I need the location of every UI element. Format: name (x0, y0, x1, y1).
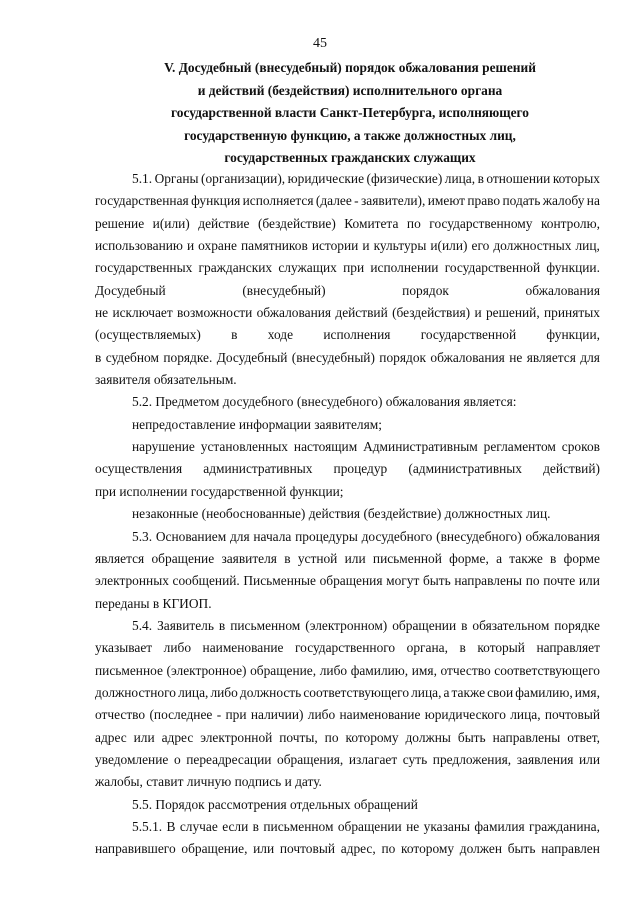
word: если (222, 818, 249, 834)
word: ответ, (567, 729, 600, 745)
text-line (95, 213, 600, 235)
word: действий) (543, 461, 600, 477)
word: не (406, 818, 420, 834)
word: обязательном (472, 617, 550, 633)
word: обжалования (256, 305, 332, 321)
word: письменном (230, 617, 301, 633)
word: принятых (544, 305, 600, 321)
word: форме (563, 550, 600, 566)
word: служащих (278, 260, 337, 276)
text-line: незаконные (необоснованные) действия (бездействие) должностных лиц. (132, 506, 551, 522)
word: жалобу (542, 193, 585, 209)
word: излагает (348, 751, 398, 767)
text-line (95, 458, 600, 480)
word: в (459, 640, 466, 656)
text-line: 5.2. Предметом досудебного (внесудебного) обжалования является: (132, 394, 517, 410)
word: письменном (263, 818, 334, 834)
word: культуры (373, 238, 427, 254)
document-body (95, 168, 600, 861)
word: государственной (444, 260, 541, 276)
word: заявителя (221, 550, 277, 566)
word: Комитета (344, 215, 399, 231)
word: (бездействия) (392, 305, 471, 321)
text-line (95, 324, 600, 346)
word: в (231, 327, 238, 343)
word: действие (198, 215, 250, 231)
word: отчество (440, 662, 491, 678)
word: наличии) (250, 707, 304, 723)
word: письменной (372, 550, 442, 566)
word: в (218, 617, 226, 633)
word: в (95, 349, 102, 365)
text-line (95, 816, 600, 838)
word: адрес (161, 729, 194, 745)
word: решение (95, 215, 145, 231)
word: быть (422, 573, 451, 589)
word: также (451, 684, 486, 700)
word: или (253, 841, 275, 857)
word: соответствующего (303, 684, 410, 700)
word: обжалования (430, 349, 505, 365)
text-line (95, 280, 600, 302)
word: охране (198, 238, 237, 254)
word: либо (319, 662, 348, 678)
word: ходе (267, 327, 294, 343)
heading-line: и действий (бездействия) исполнительного органа (197, 82, 503, 98)
word: - (216, 707, 222, 723)
word: свои (487, 684, 514, 700)
word: которых (552, 171, 600, 186)
word: порядке (554, 617, 600, 633)
word: и (362, 238, 370, 254)
word: гражданина, (529, 818, 600, 834)
word: заявления (516, 751, 574, 767)
word: или (133, 729, 155, 745)
word: должность (239, 684, 302, 700)
word: осуществления (95, 461, 183, 477)
word: действий (335, 305, 388, 321)
heading-line: государственных гражданских служащих (224, 150, 476, 166)
word: о (173, 751, 181, 767)
word: обжалования (525, 282, 600, 298)
word: предложения, (432, 751, 512, 767)
word: лица, (510, 707, 541, 723)
word: истории (311, 238, 359, 254)
word: является (526, 349, 576, 365)
word: функции. (546, 260, 600, 276)
word: (осуществляемых) (95, 327, 201, 343)
word: форме, (449, 550, 489, 566)
word: 5.4. (132, 617, 153, 633)
word: заявители), (361, 193, 426, 209)
word: которому (345, 729, 399, 745)
word: имя, (574, 684, 600, 700)
text-line: непредоставление информации заявителям; (132, 416, 382, 432)
word: (электронном) (305, 617, 388, 633)
word: Административным (363, 439, 478, 455)
word: по (406, 215, 421, 231)
word: в (461, 617, 468, 633)
page-number: 45 (313, 36, 327, 51)
word: Досудебный (216, 349, 288, 365)
word: административных (203, 461, 313, 477)
word: юридические (287, 171, 365, 186)
text-line (95, 615, 600, 637)
word: либо (307, 707, 336, 723)
text-line (95, 302, 600, 324)
word: государственная (95, 193, 189, 209)
word: либо (210, 684, 238, 700)
text-line (95, 838, 600, 860)
word: органа, (406, 640, 448, 656)
word: а (496, 550, 503, 566)
word: и (186, 238, 195, 254)
word: и (474, 305, 482, 321)
word: в (550, 550, 557, 566)
text-line: жалобы, ставит личную подпись и дату. (95, 774, 322, 790)
word: наименование (339, 707, 421, 723)
word: обращения, (277, 751, 344, 767)
word: процедур (333, 461, 388, 477)
word: фамилия (474, 818, 525, 834)
word: Основанием (155, 528, 227, 544)
word: обжалования (525, 528, 600, 544)
word: в (477, 171, 484, 186)
word: настоящим (293, 439, 358, 455)
word: не (509, 349, 523, 365)
word: подать (502, 193, 541, 209)
word: памятников (241, 238, 308, 254)
word: имя, (411, 662, 437, 678)
word: уведомление (95, 751, 169, 767)
word: случае (179, 818, 218, 834)
word: направлены (492, 729, 561, 745)
word: юридического (424, 707, 506, 723)
word: также (509, 550, 543, 566)
word: обращение (151, 550, 215, 566)
word: (физические) (366, 171, 443, 186)
word: (административных (408, 461, 522, 477)
word: (последнее (149, 707, 213, 723)
word: гражданских (198, 260, 273, 276)
word: исполнения (323, 327, 391, 343)
text-line (95, 749, 600, 771)
text-line: 5.5. Порядок рассмотрения отдельных обращений (132, 796, 418, 812)
word: имеют (427, 193, 465, 209)
word: установленных (200, 439, 289, 455)
word: указывает (95, 640, 153, 656)
word: 5.3. (132, 528, 153, 544)
word: или (578, 751, 600, 767)
word: исполняется (242, 193, 314, 209)
word: почты, (279, 729, 318, 745)
word: исключает (112, 305, 173, 321)
word: а (443, 684, 450, 700)
word: право (467, 193, 501, 209)
word: Заявитель (157, 617, 214, 633)
word: не (95, 305, 109, 321)
word: для (580, 349, 600, 365)
word: при (343, 260, 365, 276)
word: функция (191, 193, 241, 209)
word: порядок (402, 282, 449, 298)
word: по (324, 729, 339, 745)
word: почтовый (279, 841, 335, 857)
word: Письменные (243, 573, 316, 589)
word: обращения (319, 573, 383, 589)
section-heading (150, 57, 550, 170)
word: процедуры (295, 528, 358, 544)
word: его (471, 238, 490, 254)
word: и(или) (152, 215, 190, 231)
text-line (95, 704, 600, 726)
word: либо (163, 640, 192, 656)
word: (внесудебный) (291, 349, 375, 365)
text-line (95, 235, 600, 257)
word: обращение, (250, 662, 317, 678)
word: - (354, 193, 359, 209)
word: электронной (200, 729, 273, 745)
heading-line: государственную функцию, а также должностных лиц, (184, 127, 516, 143)
text-line (95, 190, 600, 212)
word: Органы (154, 171, 199, 186)
word: порядке. (163, 349, 213, 365)
word: суть (402, 751, 428, 767)
word: 5.5.1. (132, 818, 163, 834)
word: направляет (536, 640, 600, 656)
word: отношении (486, 171, 551, 186)
word: государственной (420, 327, 517, 343)
text-line (95, 436, 600, 458)
word: обращение, (181, 841, 248, 857)
word: или (578, 573, 600, 589)
text-line (95, 257, 600, 279)
word: (далее (315, 193, 352, 209)
word: отчество (95, 707, 146, 723)
word: фамилию, (515, 684, 573, 700)
word: письменное (95, 662, 163, 678)
word: направлен (541, 841, 600, 857)
word: по (525, 573, 540, 589)
word: Досудебный (95, 282, 166, 298)
word: должностных (493, 238, 572, 254)
word: направившего (95, 841, 176, 857)
word: (электронное) (166, 662, 247, 678)
word: В (166, 818, 176, 834)
word: почте (543, 573, 576, 589)
word: устной (297, 550, 338, 566)
word: начала (253, 528, 292, 544)
word: при (225, 707, 247, 723)
text-line (95, 727, 600, 749)
word: функции, (546, 327, 600, 343)
word: в (284, 550, 291, 566)
word: могут (386, 573, 420, 589)
word: (организации), (201, 171, 286, 186)
word: лица, (411, 684, 442, 700)
word: электронных (95, 573, 169, 589)
text-line (95, 548, 600, 570)
word: регламентом (483, 439, 556, 455)
word: контролю, (540, 215, 600, 231)
word: досудебного (361, 528, 433, 544)
word: фамилию, (350, 662, 409, 678)
word: должен (459, 841, 502, 857)
word: должностного (95, 684, 176, 700)
heading-line: государственной власти Санкт-Петербурга, исполняющего (171, 105, 529, 121)
word: является (95, 550, 145, 566)
word: быть (507, 841, 536, 857)
word: в (252, 818, 259, 834)
text-line (95, 526, 600, 548)
word: указаны (423, 818, 470, 834)
word: переадресации (186, 751, 272, 767)
text-line (95, 168, 600, 190)
word: наименование (202, 640, 284, 656)
word: и(или) (430, 238, 468, 254)
word: государственного (295, 640, 396, 656)
text-line: переданы в КГИОП. (95, 595, 212, 611)
heading-line: V. Досудебный (внесудебный) порядок обжалования решений (164, 60, 536, 75)
text-line: при исполнении государственной функции; (95, 483, 344, 499)
word: на (586, 193, 600, 209)
text-line (95, 570, 600, 592)
word: почтовый (544, 707, 600, 723)
word: 5.1. (132, 171, 153, 186)
text-line (95, 637, 600, 659)
word: обращении (392, 617, 457, 633)
word: адрес (95, 729, 127, 745)
word: нарушение (132, 439, 195, 455)
word: государственных (95, 260, 193, 276)
word: быть (457, 729, 486, 745)
word: использованию (95, 238, 183, 254)
word: должны (405, 729, 451, 745)
word: лица, (178, 684, 209, 700)
text-line (95, 660, 600, 682)
text-line (95, 347, 600, 369)
word: решений, (485, 305, 540, 321)
word: направлены (454, 573, 523, 589)
word: обращении (337, 818, 402, 834)
word: порядок (379, 349, 427, 365)
word: по (381, 841, 396, 857)
word: который (477, 640, 525, 656)
word: (внесудебного) (436, 528, 522, 544)
word: сообщений. (172, 573, 240, 589)
word: судебном (105, 349, 159, 365)
word: соответствующего (494, 662, 600, 678)
word: для (229, 528, 250, 544)
word: адрес, (340, 841, 376, 857)
word: лиц, (575, 238, 600, 254)
word: сроков (561, 439, 600, 455)
text-line: заявителя обязательным. (95, 372, 237, 388)
text-line (95, 682, 600, 704)
word: лица, (444, 171, 476, 186)
word: (бездействие) (257, 215, 336, 231)
word: или (344, 550, 366, 566)
word: которому (401, 841, 455, 857)
word: исполнении (370, 260, 439, 276)
word: (внесудебный) (242, 282, 326, 298)
word: государственному (429, 215, 533, 231)
word: возможности (177, 305, 253, 321)
